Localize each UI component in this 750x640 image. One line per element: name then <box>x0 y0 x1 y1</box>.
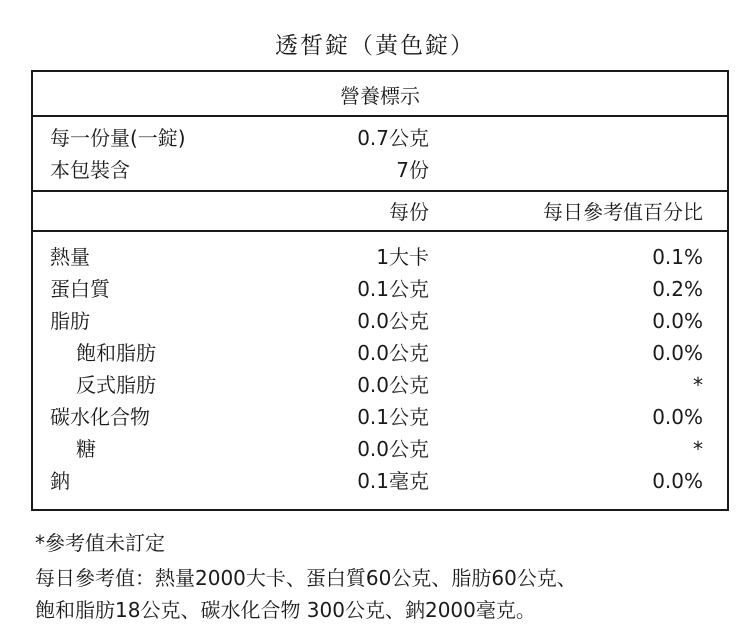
footnote-not-established: *參考值未訂定 <box>35 531 165 555</box>
nutrient-pct-sugar: * <box>693 437 703 461</box>
nutrition-label-table <box>31 70 729 511</box>
nutrient-pct-sodium: 0.0% <box>652 469 703 493</box>
nutrient-name-saturated-fat: 飽和脂肪 <box>76 341 156 365</box>
nutrient-name-calories: 熱量 <box>50 245 90 269</box>
column-header-daily-percent: 每日參考值百分比 <box>543 200 703 224</box>
nutrient-pct-saturated-fat: 0.0% <box>652 341 703 365</box>
serving-size-label: 每一份量(一錠) <box>50 126 186 150</box>
nutrient-per-saturated-fat: 0.0公克 <box>357 341 429 365</box>
footnote-daily-reference-line1: 每日參考值：熱量2000大卡、蛋白質60公克、脂肪60公克、 <box>35 566 577 590</box>
nutrient-pct-fat: 0.0% <box>652 309 703 333</box>
nutrient-name-carbohydrate: 碳水化合物 <box>50 405 150 429</box>
product-title: 透皙錠（黃色錠） <box>275 33 475 59</box>
divider <box>33 115 727 117</box>
footnote-daily-reference-line2: 飽和脂肪18公克、碳水化合物 300公克、鈉2000毫克。 <box>35 598 536 622</box>
nutrient-name-fat: 脂肪 <box>50 309 90 333</box>
nutrient-per-trans-fat: 0.0公克 <box>357 373 429 397</box>
nutrition-label-header: 營養標示 <box>340 84 420 108</box>
serving-size-value: 0.7公克 <box>357 126 429 150</box>
nutrient-name-sodium: 鈉 <box>50 469 70 493</box>
nutrient-name-trans-fat: 反式脂肪 <box>76 373 156 397</box>
divider <box>33 230 727 232</box>
nutrient-pct-protein: 0.2% <box>652 277 703 301</box>
divider <box>33 190 727 192</box>
servings-per-package-label: 本包裝含 <box>50 158 130 182</box>
nutrient-pct-calories: 0.1% <box>652 245 703 269</box>
nutrient-name-sugar: 糖 <box>76 437 96 461</box>
nutrient-per-protein: 0.1公克 <box>357 277 429 301</box>
nutrient-pct-carbohydrate: 0.0% <box>652 405 703 429</box>
nutrient-per-fat: 0.0公克 <box>357 309 429 333</box>
servings-per-package-value: 7份 <box>396 158 429 182</box>
nutrient-name-protein: 蛋白質 <box>50 277 110 301</box>
nutrient-per-carbohydrate: 0.1公克 <box>357 405 429 429</box>
nutrient-per-sodium: 0.1毫克 <box>357 469 429 493</box>
nutrient-pct-trans-fat: * <box>693 373 703 397</box>
column-header-per-serving: 每份 <box>389 200 429 224</box>
nutrient-per-sugar: 0.0公克 <box>357 437 429 461</box>
nutrient-per-calories: 1大卡 <box>376 245 429 269</box>
